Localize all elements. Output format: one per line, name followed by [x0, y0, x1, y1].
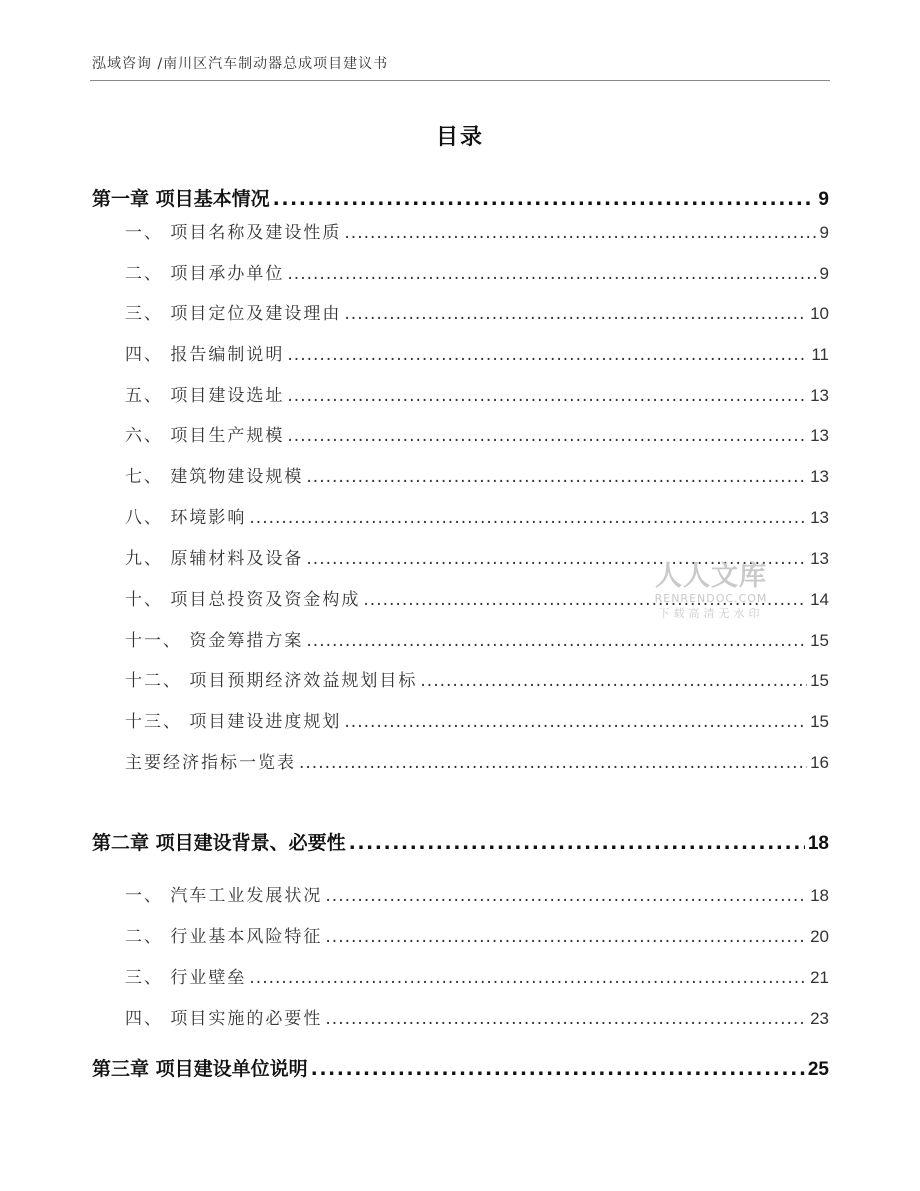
toc-entry-label: 十三、 项目建设进度规划 — [125, 712, 342, 732]
toc-chapter-3[interactable] — [92, 1054, 829, 1081]
toc-page-number: 25 — [807, 1059, 829, 1080]
toc-section-item[interactable] — [125, 963, 829, 988]
toc-section-item[interactable] — [125, 748, 829, 773]
toc-entry-label: 十、 项目总投资及资金构成 — [125, 590, 361, 610]
toc-entry-label: 四、 报告编制说明 — [125, 345, 285, 365]
toc-entry-label: 十一、 资金筹措方案 — [125, 631, 304, 651]
watermark-caption: 下载高清无水印 — [658, 607, 764, 620]
toc-dot-leader — [249, 508, 807, 528]
toc-page-number: 15 — [810, 712, 829, 731]
toc-dot-leader — [344, 223, 816, 243]
toc-dot-leader — [420, 671, 807, 691]
toc-page-number: 11 — [811, 345, 829, 364]
toc-dot-leader — [325, 886, 807, 906]
toc-dot-leader — [249, 968, 807, 988]
toc-page-number: 13 — [810, 386, 829, 405]
toc-section-item[interactable] — [125, 666, 829, 691]
watermark — [646, 562, 776, 622]
toc-entry-label: 第一章 项目基本情况 — [92, 188, 270, 210]
toc-section-item[interactable] — [125, 707, 829, 732]
toc-section-item[interactable] — [125, 299, 829, 324]
toc-section-item[interactable] — [125, 462, 829, 487]
toc-dot-leader — [287, 426, 807, 446]
toc-entry-label: 第二章 项目建设背景、必要性 — [92, 832, 346, 854]
toc-entry-label: 二、 项目承办单位 — [125, 264, 285, 284]
toc-page-number: 16 — [810, 753, 829, 772]
toc-page-number: 9 — [819, 223, 829, 242]
toc-section-item[interactable] — [125, 259, 829, 284]
toc-entry-label: 一、 汽车工业发展状况 — [125, 886, 323, 906]
toc-page-number: 18 — [810, 886, 829, 905]
toc-dot-leader — [273, 188, 816, 210]
toc-dot-leader — [344, 712, 807, 732]
toc-dot-leader — [306, 631, 807, 651]
toc-dot-leader — [325, 927, 807, 947]
toc-section-item[interactable] — [125, 421, 829, 446]
toc-section-item[interactable] — [125, 922, 829, 947]
toc-page-number: 13 — [810, 426, 829, 445]
toc-chapter-2[interactable] — [92, 828, 829, 855]
toc-page-number: 13 — [810, 467, 829, 486]
toc-page-number: 20 — [810, 927, 829, 946]
toc-entry-label: 五、 项目建设选址 — [125, 386, 285, 406]
toc-dot-leader — [306, 467, 807, 487]
toc-entry-label: 主要经济指标一览表 — [125, 753, 296, 773]
toc-section-item[interactable] — [125, 218, 829, 243]
toc-page-number: 13 — [810, 549, 829, 568]
toc-chapter-1[interactable] — [92, 184, 829, 211]
document-header: 泓域咨询 /南川区汽车制动器总成项目建议书 — [92, 56, 389, 72]
toc-entry-label: 第三章 项目建设单位说明 — [92, 1058, 308, 1080]
toc-entry-label: 二、 行业基本风险特征 — [125, 927, 323, 947]
toc-section-item[interactable] — [125, 503, 829, 528]
toc-dot-leader — [287, 264, 816, 284]
toc-title: 目录 — [435, 125, 484, 150]
toc-entry-label: 四、 项目实施的必要性 — [125, 1009, 323, 1029]
toc-entry-label: 十二、 项目预期经济效益规划目标 — [125, 671, 418, 691]
toc-dot-leader — [349, 832, 805, 854]
toc-section-item[interactable] — [125, 881, 829, 906]
toc-page-number: 10 — [810, 304, 829, 323]
toc-section-item[interactable] — [125, 381, 829, 406]
toc-page-number: 23 — [810, 1009, 829, 1028]
watermark-logo-text: 人人文库 — [655, 561, 767, 592]
toc-dot-leader — [311, 1058, 805, 1080]
toc-section-item[interactable] — [125, 340, 829, 365]
toc-page-number: 14 — [810, 590, 829, 609]
toc-entry-label: 九、 原辅材料及设备 — [125, 549, 304, 569]
toc-entry-label: 一、 项目名称及建设性质 — [125, 223, 342, 243]
toc-entry-label: 八、 环境影响 — [125, 508, 247, 528]
toc-entry-label: 三、 项目定位及建设理由 — [125, 304, 342, 324]
toc-page-number: 15 — [810, 671, 829, 690]
watermark-url: RENRENDOC.COM — [654, 592, 768, 605]
toc-dot-leader — [299, 753, 807, 773]
toc-page-number: 21 — [810, 968, 829, 987]
toc-dot-leader — [344, 304, 807, 324]
toc-page-number: 15 — [810, 631, 829, 650]
toc-section-item[interactable] — [125, 626, 829, 651]
toc-page-number: 9 — [818, 189, 829, 210]
toc-page-number: 18 — [807, 833, 829, 854]
toc-entry-label: 三、 行业壁垒 — [125, 968, 247, 988]
toc-entry-label: 六、 项目生产规模 — [125, 426, 285, 446]
toc-page-number: 13 — [810, 508, 829, 527]
toc-dot-leader — [287, 345, 808, 365]
toc-page-number: 9 — [819, 264, 829, 283]
toc-dot-leader — [325, 1009, 807, 1029]
toc-entry-label: 七、 建筑物建设规模 — [125, 467, 304, 487]
toc-dot-leader — [287, 386, 807, 406]
toc-section-item[interactable] — [125, 1004, 829, 1029]
